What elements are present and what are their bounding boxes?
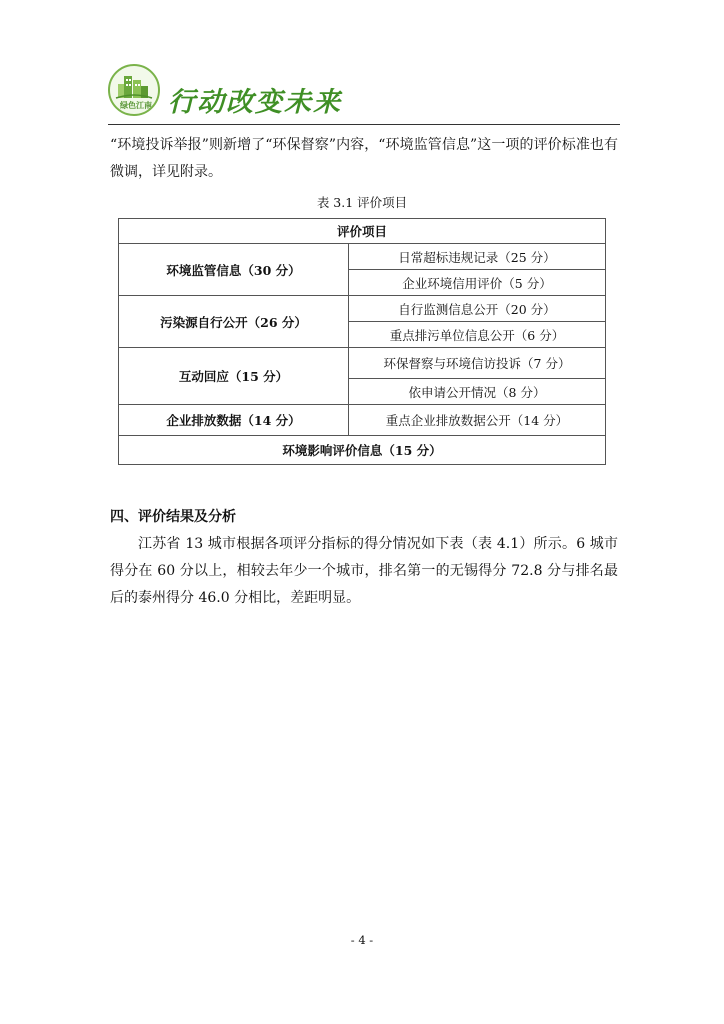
item-cell: 自行监测信息公开（20 分） (349, 296, 606, 322)
page-number: - 4 - (350, 933, 374, 947)
table-row (119, 348, 606, 379)
header-divider (108, 124, 620, 125)
item-cell: 企业环境信用评价（5 分） (349, 270, 606, 296)
evaluation-items-table (118, 218, 606, 465)
table-row (119, 296, 606, 322)
category-cell: 污染源自行公开（26 分） (119, 296, 349, 348)
table-row (119, 405, 606, 436)
table-caption: 表 3.1 评价项目 (316, 195, 408, 210)
section-heading: 四、评价结果及分析 (110, 509, 236, 525)
footer-category-cell: 环境影响评价信息（15 分） (119, 436, 606, 465)
item-cell: 日常超标违规记录（25 分） (349, 244, 606, 270)
green-jiangnan-logo (108, 64, 160, 116)
category-cell: 企业排放数据（14 分） (119, 405, 349, 436)
header-slogan: 行动改变未来 (168, 87, 342, 118)
section-paragraph: 江苏省 13 城市根据各项评分指标的得分情况如下表（表 4.1）所示。6 城市得分在 60 分以上，相较去年少一个城市，排名第一的无锡得分 72.8 分与排名最后的泰州得分 46.0 分相比，差距明显。 (110, 536, 618, 606)
table-row (119, 436, 606, 465)
item-cell: 依申请公开情况（8 分） (349, 379, 606, 405)
intro-paragraph: “环境投诉举报”则新增了“环保督察”内容，“环境监管信息”这一项的评价标准也有微调，详见附录。 (110, 137, 618, 180)
table-header-row (119, 219, 606, 244)
logo-text: 绿色江南 (120, 100, 152, 110)
category-cell: 互动回应（15 分） (119, 348, 349, 405)
category-cell: 环境监管信息（30 分） (119, 244, 349, 296)
item-cell: 重点排污单位信息公开（6 分） (349, 322, 606, 348)
document-header (108, 60, 620, 126)
item-cell: 重点企业排放数据公开（14 分） (349, 405, 606, 436)
table-header-cell: 评价项目 (119, 219, 606, 244)
item-cell: 环保督察与环境信访投诉（7 分） (349, 348, 606, 379)
table-row (119, 244, 606, 270)
